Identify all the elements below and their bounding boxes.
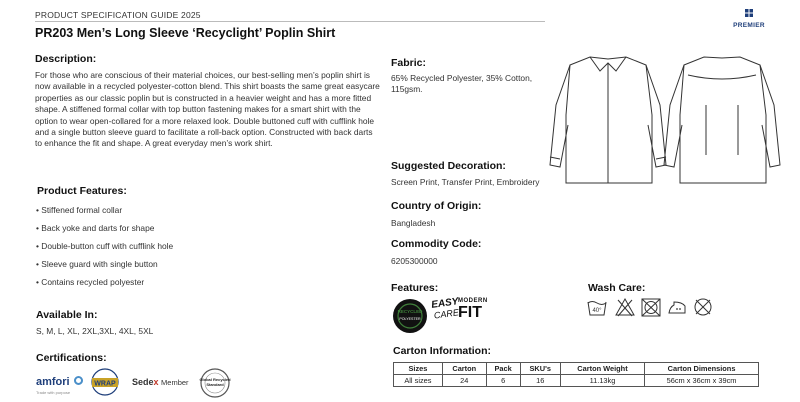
origin-heading: Country of Origin:	[391, 200, 482, 212]
amfori-circle-icon	[74, 376, 83, 385]
fabric-text: 65% Recycled Polyester, 35% Cotton, 115gsm.	[391, 73, 533, 95]
feature-text: Back yoke and darts for shape	[41, 223, 155, 233]
brand-name: PREMIER	[733, 22, 765, 29]
wrap-text: WRAP	[94, 380, 116, 388]
header-divider	[35, 21, 545, 22]
no-dry-clean-icon	[692, 296, 714, 318]
iron-medium-icon	[666, 296, 688, 318]
care-text: CARE	[433, 307, 460, 321]
origin-text: Bangladesh	[391, 218, 436, 228]
table-cell: 24	[442, 375, 486, 387]
table-cell: 6	[486, 375, 520, 387]
wrap-badge-icon	[88, 368, 122, 396]
feature-text: Double-button cuff with cufflink hole	[41, 241, 174, 251]
carton-heading: Carton Information:	[393, 345, 491, 357]
description-text: For those who are conscious of their material choices, our best-selling men’s poplin shirt is now available in a recycled polyester-cotton blend. This shirt boasts the same great easycare properties as our classic poplin but is constructed in a heavier weight and has a more fitted shape. A stiffened formal collar with top button fastening makes for a smart shirt with the option to wear open-collared for a more relaxed look. Double buttoned cuff with cufflink hole and a single button sleeve guard to facilitate a roll-back option. Constructed with back darts to enhance the fit and shape. A great everyday men’s work shirt.	[35, 70, 380, 149]
recycled-polyester-icon	[392, 298, 428, 334]
product-features-heading: Product Features:	[37, 185, 127, 197]
wash-care-icons	[586, 296, 716, 322]
column-header: Carton Weight	[560, 363, 644, 375]
list-item: • Stiffened formal collar	[36, 205, 123, 215]
feature-text: Contains recycled polyester	[41, 277, 145, 287]
modern-fit-icon	[458, 298, 488, 321]
shirt-back-icon	[664, 57, 780, 183]
feature-icons	[392, 296, 522, 334]
table-row	[394, 375, 759, 387]
svg-text:Global Recycled: Global Recycled	[199, 377, 231, 382]
column-header: SKU's	[520, 363, 560, 375]
brand-logo	[732, 4, 766, 29]
product-title: PR203 Men’s Long Sleeve ‘Recyclight’ Poplin Shirt	[35, 26, 336, 40]
features-heading: Features:	[391, 282, 439, 294]
premier-logo-icon	[745, 9, 753, 17]
table-cell: 16	[520, 375, 560, 387]
certification-logos	[36, 368, 236, 398]
description-heading: Description:	[35, 53, 97, 65]
wash-care-heading: Wash Care:	[588, 282, 646, 294]
fit-text: FIT	[458, 304, 482, 321]
table-cell: 56cm x 36cm x 39cm	[645, 375, 759, 387]
global-recycled-standard-icon	[196, 368, 234, 398]
list-item: • Contains recycled polyester	[36, 277, 145, 287]
column-header: Carton	[442, 363, 486, 375]
feature-text: Stiffened formal collar	[41, 205, 123, 215]
easy-text: EASY	[430, 296, 460, 311]
column-header: Sizes	[394, 363, 443, 375]
list-item: • Back yoke and darts for shape	[36, 223, 155, 233]
sedex-member-text: Member	[161, 378, 189, 387]
amfori-logo	[36, 372, 83, 395]
recycled-text: RECYCLED	[397, 309, 423, 314]
commodity-code: 6205300000	[391, 256, 438, 266]
modern-text: MODERN	[458, 298, 488, 304]
list-item: • Double-button cuff with cufflink hole	[36, 241, 174, 251]
no-bleach-icon	[614, 296, 636, 318]
shirt-front-icon	[550, 57, 666, 183]
decoration-text: Screen Print, Transfer Print, Embroidery	[391, 177, 540, 187]
no-tumble-dry-icon	[640, 296, 662, 318]
available-heading: Available In:	[36, 309, 98, 321]
certifications-heading: Certifications:	[36, 352, 107, 364]
column-header: Pack	[486, 363, 520, 375]
commodity-heading: Commodity Code:	[391, 238, 482, 250]
table-cell: All sizes	[394, 375, 443, 387]
carton-table	[393, 362, 759, 387]
available-sizes: S, M, L, XL, 2XL,3XL, 4XL, 5XL	[36, 326, 154, 336]
guide-title: PRODUCT SPECIFICATION GUIDE 2025	[35, 10, 201, 20]
amfori-tagline: Trade with purpose	[36, 390, 71, 395]
list-item: • Sleeve guard with single button	[36, 259, 158, 269]
column-header: Carton Dimensions	[645, 363, 759, 375]
wash-temperature: 40°	[592, 308, 602, 314]
decoration-heading: Suggested Decoration:	[391, 160, 506, 172]
feature-text: Sleeve guard with single button	[41, 259, 158, 269]
sedex-logo: Sedex Member	[132, 377, 189, 387]
shirt-illustration	[548, 45, 788, 185]
fabric-heading: Fabric:	[391, 57, 427, 69]
table-cell: 11.13kg	[560, 375, 644, 387]
amfori-wordmark: amfori	[36, 376, 70, 388]
wrap-logo	[88, 368, 122, 401]
table-header-row	[394, 363, 759, 375]
polyester-text: POLYESTER	[399, 317, 421, 321]
easy-care-icon	[431, 296, 461, 321]
grs-logo	[196, 368, 234, 402]
product-features-list	[36, 205, 173, 295]
wash-40-icon	[586, 296, 608, 318]
svg-text:Standard: Standard	[206, 382, 224, 387]
